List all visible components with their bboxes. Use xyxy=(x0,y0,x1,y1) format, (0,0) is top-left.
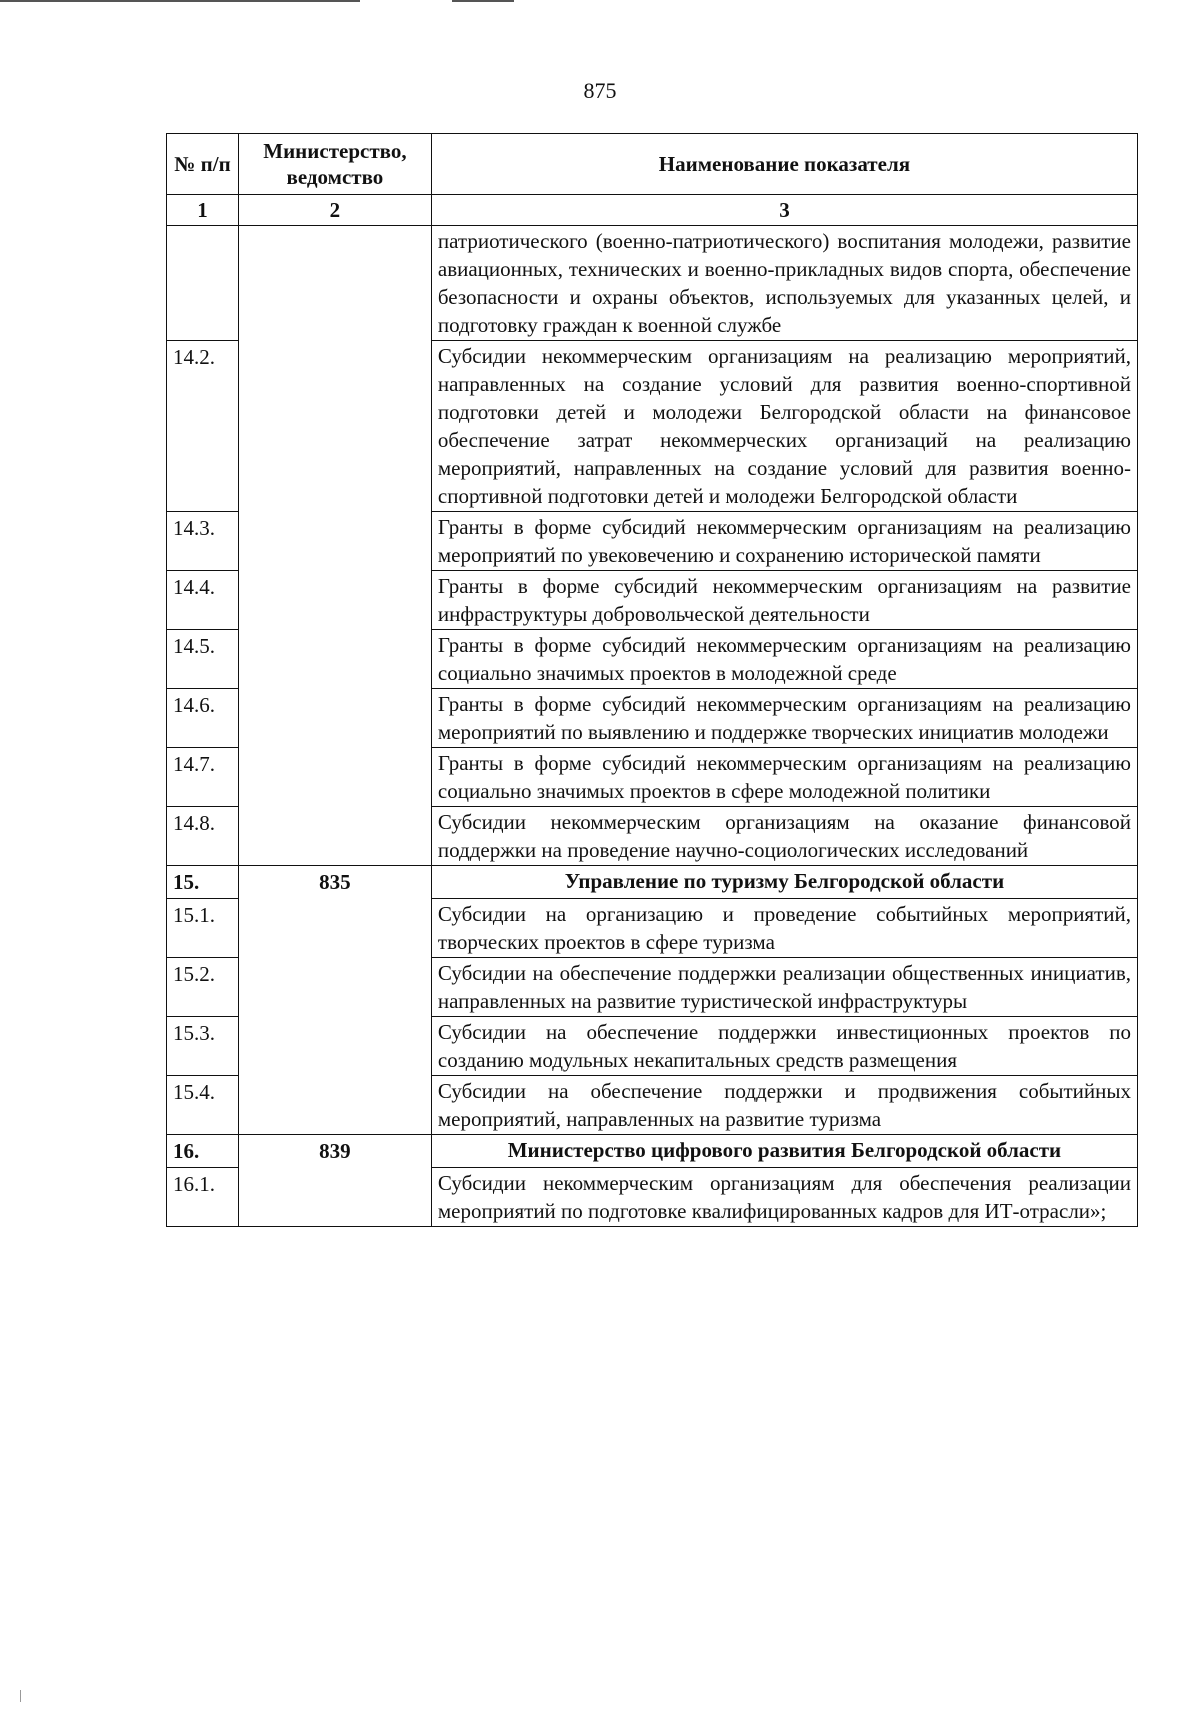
header-ministry: Министерство, ведомство xyxy=(238,134,431,195)
indicator-text: Гранты в форме субсидий некоммерческим организациям на реализацию мероприятий по выявлению и поддержке творческих инициатив молодежи xyxy=(431,689,1137,748)
header-indicator: Наименование показателя xyxy=(431,134,1137,195)
page-number: 875 xyxy=(583,78,617,103)
column-number-row xyxy=(167,195,1138,226)
scan-top-line xyxy=(0,0,360,2)
scan-margin-mark xyxy=(20,1690,21,1702)
indicator-text: Субсидии на обеспечение поддержки реализации общественных инициатив, направленных на развитие туристической инфраструктуры xyxy=(431,958,1137,1017)
indicator-text: патриотического (военно-патриотического) воспитания молодежи, развитие авиационных, технических и военно-прикладных видов спорта, обеспечение безопасности и охраны объектов, используемых для указанных целей, и подготовку граждан к военной службе xyxy=(431,226,1137,341)
indicator-text: Субсидии на организацию и проведение событийных мероприятий, творческих проектов в сфере туризма xyxy=(431,899,1137,958)
row-number: 15.2. xyxy=(167,958,239,1017)
indicator-text: Гранты в форме субсидий некоммерческим организациям на развитие инфраструктуры добровольческой деятельности xyxy=(431,571,1137,630)
indicator-text: Гранты в форме субсидий некоммерческим организациям на реализацию социально значимых проектов в сфере молодежной политики xyxy=(431,748,1137,807)
scan-top-line-short xyxy=(452,0,514,2)
column-number: 3 xyxy=(431,195,1137,226)
column-number: 2 xyxy=(238,195,431,226)
header-number: № п/п xyxy=(167,134,239,195)
indicator-text: Субсидии некоммерческим организациям на оказание финансовой поддержки на проведение научно-социологических исследований xyxy=(431,807,1137,866)
row-number: 15.1. xyxy=(167,899,239,958)
row-number: 15. xyxy=(167,866,239,899)
row-number xyxy=(167,226,239,341)
indicator-text: Гранты в форме субсидий некоммерческим организациям на реализацию социально значимых проектов в молодежной среде xyxy=(431,630,1137,689)
row-number: 14.8. xyxy=(167,807,239,866)
ministry-code xyxy=(238,226,431,866)
row-number: 14.7. xyxy=(167,748,239,807)
indicator-text: Субсидии некоммерческим организациям на реализацию мероприятий, направленных на создание условий для развития военно-спортивной подготовки детей и молодежи Белгородской области на финансовое обеспечение затрат некоммерческих организаций на реализацию мероприятий, направленных на создание условий для развития военно-спортивной подготовки детей и молодежи Белгородской области xyxy=(431,341,1137,512)
indicator-text: Субсидии некоммерческим организациям для обеспечения реализации мероприятий по подготовке квалифицированных кадров для ИТ-отрасли»; xyxy=(431,1168,1137,1227)
ministry-code: 835 xyxy=(238,866,431,1135)
row-number: 14.2. xyxy=(167,341,239,512)
section-title: Министерство цифрового развития Белгородской области xyxy=(431,1135,1137,1168)
table-row xyxy=(167,226,1138,341)
indicator-table xyxy=(166,133,1138,1227)
column-number: 1 xyxy=(167,195,239,226)
row-number: 16.1. xyxy=(167,1168,239,1227)
ministry-code: 839 xyxy=(238,1135,431,1227)
indicator-text: Гранты в форме субсидий некоммерческим организациям на реализацию мероприятий по увековечению и сохранению исторической памяти xyxy=(431,512,1137,571)
row-number: 15.3. xyxy=(167,1017,239,1076)
table-header-row xyxy=(167,134,1138,195)
section-row xyxy=(167,866,1138,899)
row-number: 14.4. xyxy=(167,571,239,630)
section-title: Управление по туризму Белгородской области xyxy=(431,866,1137,899)
section-row xyxy=(167,1135,1138,1168)
indicator-text: Субсидии на обеспечение поддержки инвестиционных проектов по созданию модульных некапитальных средств размещения xyxy=(431,1017,1137,1076)
row-number: 15.4. xyxy=(167,1076,239,1135)
row-number: 14.6. xyxy=(167,689,239,748)
indicator-text: Субсидии на обеспечение поддержки и продвижения событийных мероприятий, направленных на развитие туризма xyxy=(431,1076,1137,1135)
row-number: 16. xyxy=(167,1135,239,1168)
row-number: 14.3. xyxy=(167,512,239,571)
row-number: 14.5. xyxy=(167,630,239,689)
